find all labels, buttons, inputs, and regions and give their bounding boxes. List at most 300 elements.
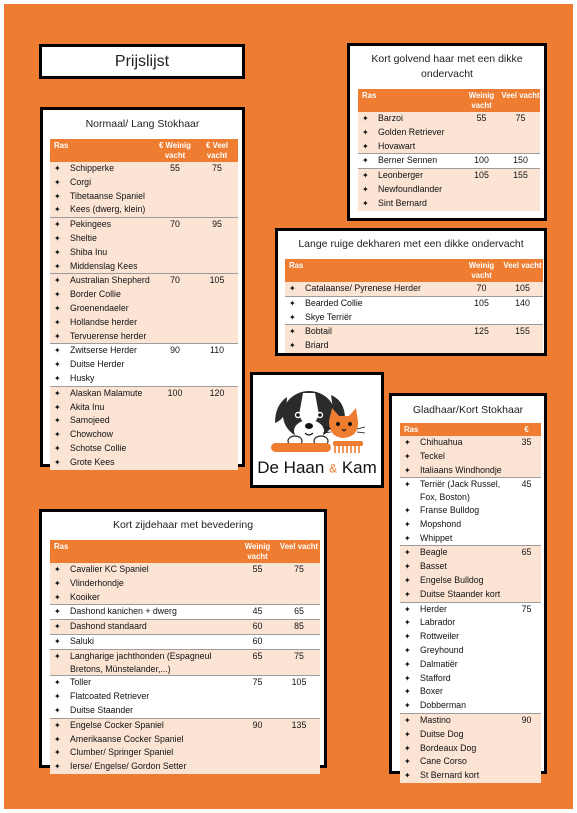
breed-name: Akita Inu xyxy=(70,401,105,412)
price-weinig-vacht: 45 xyxy=(512,478,541,504)
table-row xyxy=(285,282,543,296)
price-table xyxy=(50,540,320,774)
column-header: Weinig vacht xyxy=(462,89,501,112)
breed-name: Whippet xyxy=(420,532,453,543)
price-weinig-vacht: 100 xyxy=(154,386,196,400)
star-bullet-icon: ✦ xyxy=(54,360,61,370)
price-veel-vacht: 75 xyxy=(501,112,540,126)
star-bullet-icon: ✦ xyxy=(362,127,369,137)
price-weinig-vacht: 100 xyxy=(462,154,501,169)
star-bullet-icon: ✦ xyxy=(362,156,369,166)
star-bullet-icon: ✦ xyxy=(404,701,411,711)
breed-name: Rottweiler xyxy=(420,631,460,642)
table-row xyxy=(50,358,238,372)
price-weinig-vacht: 45 xyxy=(237,605,278,620)
column-header: € xyxy=(512,423,541,436)
table-row xyxy=(50,442,238,456)
breed-name: Basset xyxy=(420,561,447,572)
table-row xyxy=(400,478,541,504)
star-bullet-icon: ✦ xyxy=(404,743,411,753)
breed-name: Cane Corso xyxy=(420,756,467,767)
breed-name: Catalaanse/ Pyrenese Herder xyxy=(305,283,421,293)
table-row xyxy=(400,658,541,672)
breed-name: Duitse Staander xyxy=(70,704,134,715)
table-row xyxy=(50,733,320,747)
breed-group xyxy=(50,386,238,469)
star-bullet-icon: ✦ xyxy=(404,519,411,529)
table-row xyxy=(50,274,238,288)
table-row xyxy=(50,386,238,400)
price-weinig-vacht: 75 xyxy=(512,602,541,616)
star-bullet-icon: ✦ xyxy=(362,184,369,194)
breed-group xyxy=(400,602,541,713)
star-bullet-icon: ✦ xyxy=(54,388,61,398)
column-header: € Weinig vacht xyxy=(154,139,196,162)
price-table xyxy=(285,259,543,353)
breed-name: Dobberman xyxy=(420,700,466,711)
breed-name: Italiaans Windhondje xyxy=(420,464,502,475)
breed-group xyxy=(400,436,541,478)
star-bullet-icon: ✦ xyxy=(54,331,61,341)
price-weinig-vacht: 90 xyxy=(237,718,278,732)
dog-cat-illustration xyxy=(253,375,381,460)
price-veel-vacht: 95 xyxy=(196,218,238,232)
price-weinig-vacht: 65 xyxy=(512,546,541,560)
logo xyxy=(250,372,384,488)
star-bullet-icon: ✦ xyxy=(404,465,411,475)
price-weinig-vacht: 75 xyxy=(237,676,278,690)
star-bullet-icon: ✦ xyxy=(54,720,61,730)
table-row xyxy=(50,456,238,470)
price-weinig-vacht: 60 xyxy=(237,634,278,649)
star-bullet-icon: ✦ xyxy=(54,651,61,661)
table-row xyxy=(50,246,238,260)
table-row xyxy=(50,704,320,718)
breed-name: Chihuahua xyxy=(420,437,463,447)
panel-kort-golvend-haar xyxy=(347,43,547,221)
star-bullet-icon: ✦ xyxy=(404,505,411,515)
breed-group xyxy=(50,218,238,274)
breed-group xyxy=(50,676,320,718)
table-row xyxy=(50,232,238,246)
breed-name: Australian Shepherd xyxy=(70,275,150,286)
price-veel-vacht: 105 xyxy=(278,676,320,690)
breed-group xyxy=(285,325,543,353)
star-bullet-icon: ✦ xyxy=(54,748,61,758)
star-bullet-icon: ✦ xyxy=(54,402,61,412)
breed-name: Kees (dwerg, klein) xyxy=(70,204,146,215)
table-row xyxy=(285,325,543,339)
star-bullet-icon: ✦ xyxy=(54,430,61,440)
star-bullet-icon: ✦ xyxy=(404,451,411,461)
price-veel-vacht: 65 xyxy=(278,605,320,620)
star-bullet-icon: ✦ xyxy=(54,177,61,187)
star-bullet-icon: ✦ xyxy=(54,303,61,313)
breed-name: Alaskan Malamute xyxy=(70,387,143,398)
table-row xyxy=(50,176,238,190)
logo-wordmark: De Haan & Kam xyxy=(257,458,377,477)
price-weinig-vacht: 105 xyxy=(461,296,502,310)
price-weinig-vacht: 55 xyxy=(462,112,501,126)
star-bullet-icon: ✦ xyxy=(404,604,411,614)
table-row xyxy=(50,260,238,274)
star-bullet-icon: ✦ xyxy=(362,198,369,208)
breed-group xyxy=(400,546,541,602)
star-bullet-icon: ✦ xyxy=(404,757,411,767)
panel-lange-ruige-dekharen xyxy=(275,228,547,356)
breed-name: Clumber/ Springer Spaniel xyxy=(70,747,174,758)
table-row xyxy=(50,746,320,760)
price-table xyxy=(358,89,540,211)
price-weinig-vacht: 55 xyxy=(154,162,196,176)
column-header: Ras xyxy=(358,89,462,112)
price-veel-vacht: 150 xyxy=(501,154,540,169)
column-header: € Veel vacht xyxy=(196,139,238,162)
price-table xyxy=(50,139,238,470)
star-bullet-icon: ✦ xyxy=(54,373,61,383)
table-row xyxy=(400,602,541,616)
price-veel-vacht: 75 xyxy=(278,563,320,577)
star-bullet-icon: ✦ xyxy=(404,729,411,739)
table-row xyxy=(50,591,320,605)
star-bullet-icon: ✦ xyxy=(404,771,411,781)
price-veel-vacht: 155 xyxy=(502,325,543,339)
breed-name: Vlinderhondje xyxy=(70,577,124,588)
table-row xyxy=(358,140,540,154)
breed-name: Stafford xyxy=(420,672,451,683)
breed-name: Engelse Cocker Spaniel xyxy=(70,719,164,730)
star-bullet-icon: ✦ xyxy=(404,645,411,655)
table-row xyxy=(358,197,540,211)
table-row xyxy=(400,464,541,478)
breed-name: Boxer xyxy=(420,686,443,697)
table-row xyxy=(50,316,238,330)
star-bullet-icon: ✦ xyxy=(54,261,61,271)
breed-group xyxy=(50,563,320,605)
star-bullet-icon: ✦ xyxy=(404,673,411,683)
star-bullet-icon: ✦ xyxy=(289,312,296,322)
table-row xyxy=(400,630,541,644)
breed-name: Beagle xyxy=(420,547,448,558)
price-weinig-vacht: 90 xyxy=(512,713,541,727)
breed-group xyxy=(50,274,238,344)
star-bullet-icon: ✦ xyxy=(54,233,61,243)
star-bullet-icon: ✦ xyxy=(404,480,411,490)
breed-group xyxy=(50,162,238,218)
star-bullet-icon: ✦ xyxy=(362,114,369,123)
star-bullet-icon: ✦ xyxy=(54,191,61,201)
table-row xyxy=(50,218,238,232)
breed-group xyxy=(50,718,320,774)
star-bullet-icon: ✦ xyxy=(54,346,61,356)
table-row xyxy=(285,296,543,310)
table-row xyxy=(400,644,541,658)
table-row xyxy=(400,532,541,546)
star-bullet-icon: ✦ xyxy=(54,607,61,617)
panel-title: Gladhaar/Kort Stokhaar xyxy=(412,404,524,416)
breed-name: Saluki xyxy=(70,635,94,646)
table-row xyxy=(400,728,541,742)
table-row xyxy=(50,649,320,676)
table-row xyxy=(50,620,320,635)
table-row xyxy=(50,577,320,591)
star-bullet-icon: ✦ xyxy=(54,220,61,230)
breed-name: Herder xyxy=(420,603,447,614)
table-row xyxy=(400,436,541,450)
breed-name: Grote Kees xyxy=(70,456,115,467)
table-row xyxy=(50,372,238,386)
table-row xyxy=(50,330,238,344)
table-row xyxy=(400,742,541,756)
breed-name: Berner Sennen xyxy=(378,155,438,166)
table-row xyxy=(358,183,540,197)
breed-name: Teckel xyxy=(420,450,445,461)
star-bullet-icon: ✦ xyxy=(362,141,369,151)
table-row xyxy=(50,203,238,217)
column-header: Veel vacht xyxy=(278,540,320,563)
breed-group xyxy=(358,154,540,169)
breed-group xyxy=(50,344,238,386)
table-row xyxy=(50,563,320,577)
star-bullet-icon: ✦ xyxy=(404,562,411,572)
breed-group xyxy=(285,296,543,325)
star-bullet-icon: ✦ xyxy=(54,276,61,286)
star-bullet-icon: ✦ xyxy=(404,438,411,447)
price-veel-vacht: 140 xyxy=(502,296,543,310)
panel-normaal-lang-stokhaar xyxy=(40,107,245,467)
star-bullet-icon: ✦ xyxy=(54,565,61,574)
breed-name: Pekingees xyxy=(70,219,112,230)
breed-name: Golden Retriever xyxy=(378,126,445,137)
breed-name: Duitse Staander kort xyxy=(420,588,501,599)
star-bullet-icon: ✦ xyxy=(404,575,411,585)
breed-name: Border Collie xyxy=(70,289,121,300)
star-bullet-icon: ✦ xyxy=(54,205,61,215)
star-bullet-icon: ✦ xyxy=(54,247,61,257)
price-veel-vacht: 135 xyxy=(278,718,320,732)
table-row xyxy=(400,588,541,602)
breed-name: Greyhound xyxy=(420,644,464,655)
breed-name: Langharige jachthonden (Espagneul Bretons, Münstelander,...) xyxy=(70,650,212,674)
price-weinig-vacht: 60 xyxy=(237,620,278,635)
breed-group xyxy=(50,620,320,635)
star-bullet-icon: ✦ xyxy=(54,416,61,426)
table-row xyxy=(358,169,540,183)
breed-name: Chowchow xyxy=(70,429,114,440)
breed-group xyxy=(285,282,543,296)
star-bullet-icon: ✦ xyxy=(404,548,411,558)
star-bullet-icon: ✦ xyxy=(404,589,411,599)
star-bullet-icon: ✦ xyxy=(54,692,61,702)
panel-title: Lange ruige dekharen met een dikke ondervacht xyxy=(298,238,524,250)
price-weinig-vacht: 55 xyxy=(237,563,278,577)
breed-name: Schipperke xyxy=(70,163,115,173)
breed-name: Sint Bernard xyxy=(378,197,427,208)
table-row xyxy=(400,699,541,713)
star-bullet-icon: ✦ xyxy=(404,632,411,642)
star-bullet-icon: ✦ xyxy=(54,592,61,602)
breed-name: Corgi xyxy=(70,176,92,187)
breed-name: Tibetaanse Spaniel xyxy=(70,190,145,201)
star-bullet-icon: ✦ xyxy=(362,171,369,181)
breed-group xyxy=(358,112,540,154)
column-header: Ras xyxy=(400,423,512,436)
price-veel-vacht: 85 xyxy=(278,620,320,635)
breed-name: Bearded Collie xyxy=(305,297,363,308)
breed-group xyxy=(358,169,540,211)
price-weinig-vacht: 70 xyxy=(154,274,196,288)
price-veel-vacht: 75 xyxy=(196,162,238,176)
table-row xyxy=(285,339,543,353)
breed-name: Franse Bulldog xyxy=(420,504,480,515)
breed-name: Mopshond xyxy=(420,518,462,529)
breed-name: Skye Terriër xyxy=(305,311,352,322)
page-title: Prijslijst xyxy=(114,52,170,70)
breed-name: Hovawart xyxy=(378,140,416,151)
table-row xyxy=(358,112,540,126)
table-row xyxy=(400,574,541,588)
breed-name: Husky xyxy=(70,372,95,383)
breed-name: Leonberger xyxy=(378,170,423,181)
panel-kort-zijdehaar xyxy=(39,509,327,772)
price-veel-vacht: 155 xyxy=(501,169,540,183)
star-bullet-icon: ✦ xyxy=(54,622,61,632)
breed-name: Cavalier KC Spaniel xyxy=(70,564,149,574)
breed-group xyxy=(400,478,541,546)
price-veel-vacht: 75 xyxy=(278,649,320,676)
star-bullet-icon: ✦ xyxy=(54,678,61,688)
star-bullet-icon: ✦ xyxy=(404,618,411,628)
table-row xyxy=(50,344,238,358)
star-bullet-icon: ✦ xyxy=(289,327,296,337)
panel-title: Kort zijdehaar met bevedering xyxy=(112,519,254,531)
breed-name: Mastino xyxy=(420,714,451,725)
breed-name: Dashond kanichen + dwerg xyxy=(70,606,177,617)
star-bullet-icon: ✦ xyxy=(54,164,61,173)
star-bullet-icon: ✦ xyxy=(54,734,61,744)
breed-group xyxy=(400,713,541,782)
table-row xyxy=(400,546,541,560)
table-row xyxy=(50,760,320,774)
star-bullet-icon: ✦ xyxy=(289,341,296,351)
column-header: Ras xyxy=(50,540,237,563)
table-row xyxy=(50,634,320,649)
breed-name: Middenslag Kees xyxy=(70,260,138,271)
breed-name: Bordeaux Dog xyxy=(420,742,477,753)
column-header: Veel vacht xyxy=(502,259,543,282)
breed-name: Newfoundlander xyxy=(378,183,443,194)
star-bullet-icon: ✦ xyxy=(54,290,61,300)
column-header: Weinig vacht xyxy=(461,259,502,282)
price-weinig-vacht: 70 xyxy=(461,282,502,296)
star-bullet-icon: ✦ xyxy=(404,715,411,725)
table-row xyxy=(400,672,541,686)
breed-group xyxy=(50,649,320,676)
price-weinig-vacht: 105 xyxy=(462,169,501,183)
price-veel-vacht: 105 xyxy=(502,282,543,296)
table-row xyxy=(400,450,541,464)
column-header: Weinig vacht xyxy=(237,540,278,563)
breed-name: Briard xyxy=(305,340,329,351)
breed-name: Barzoi xyxy=(378,113,403,123)
panel-gladhaar-kort-stokhaar xyxy=(389,393,547,781)
breed-name: Duitse Dog xyxy=(420,728,464,739)
breed-name: Kooiker xyxy=(70,591,100,602)
star-bullet-icon: ✦ xyxy=(404,659,411,669)
breed-name: Toller xyxy=(70,677,92,688)
breed-name: Sheltie xyxy=(70,232,97,243)
star-bullet-icon: ✦ xyxy=(289,284,296,293)
price-weinig-vacht: 35 xyxy=(512,436,541,450)
price-table xyxy=(400,423,541,783)
star-bullet-icon: ✦ xyxy=(54,705,61,715)
breed-name: Schotse Collie xyxy=(70,442,127,453)
panel-title: Normaal/ Lang Stokhaar xyxy=(85,118,200,130)
table-row xyxy=(400,504,541,518)
table-row xyxy=(50,414,238,428)
breed-name: Amerikaanse Cocker Spaniel xyxy=(70,733,184,744)
breed-name: Terriër (Jack Russel, Fox, Boston) xyxy=(420,479,501,503)
breed-name: Duitse Herder xyxy=(70,359,125,370)
table-row xyxy=(50,676,320,690)
star-bullet-icon: ✦ xyxy=(289,298,296,308)
table-row xyxy=(400,685,541,699)
breed-name: Hollandse herder xyxy=(70,316,137,327)
star-bullet-icon: ✦ xyxy=(54,457,61,467)
table-row xyxy=(50,428,238,442)
panel-title: Kort golvend haar met een dikke ondervacht xyxy=(371,53,523,80)
price-veel-vacht: 105 xyxy=(196,274,238,288)
breed-name: Ierse/ Engelse/ Gordon Setter xyxy=(70,761,187,772)
breed-group xyxy=(50,605,320,620)
star-bullet-icon: ✦ xyxy=(54,578,61,588)
table-row xyxy=(50,718,320,732)
table-row xyxy=(50,162,238,176)
breed-name: Dashond standaard xyxy=(70,621,147,632)
table-row xyxy=(50,302,238,316)
breed-name: Flatcoated Retriever xyxy=(70,691,150,702)
breed-name: Shiba Inu xyxy=(70,246,108,257)
star-bullet-icon: ✦ xyxy=(54,636,61,646)
breed-name: Groenendaeler xyxy=(70,302,129,313)
table-row xyxy=(358,126,540,140)
price-veel-vacht xyxy=(278,634,320,649)
page-title-box xyxy=(39,44,245,79)
breed-name: Engelse Bulldog xyxy=(420,574,484,585)
breed-name: St Bernard kort xyxy=(420,770,480,781)
star-bullet-icon: ✦ xyxy=(54,762,61,772)
breed-name: Labrador xyxy=(420,617,456,628)
price-veel-vacht: 110 xyxy=(196,344,238,358)
star-bullet-icon: ✦ xyxy=(404,533,411,543)
breed-name: Tervuerense herder xyxy=(70,330,147,341)
table-row xyxy=(50,605,320,620)
table-row xyxy=(400,713,541,727)
table-row xyxy=(50,190,238,204)
table-row xyxy=(50,690,320,704)
table-row xyxy=(50,288,238,302)
column-header: Ras xyxy=(285,259,461,282)
price-weinig-vacht: 125 xyxy=(461,325,502,339)
column-header: Veel vacht xyxy=(501,89,540,112)
breed-name: Zwitserse Herder xyxy=(70,345,137,356)
breed-name: Bobtail xyxy=(305,326,332,337)
price-veel-vacht: 120 xyxy=(196,386,238,400)
star-bullet-icon: ✦ xyxy=(54,317,61,327)
table-row xyxy=(400,518,541,532)
table-row xyxy=(400,616,541,630)
column-header: Ras xyxy=(50,139,154,162)
